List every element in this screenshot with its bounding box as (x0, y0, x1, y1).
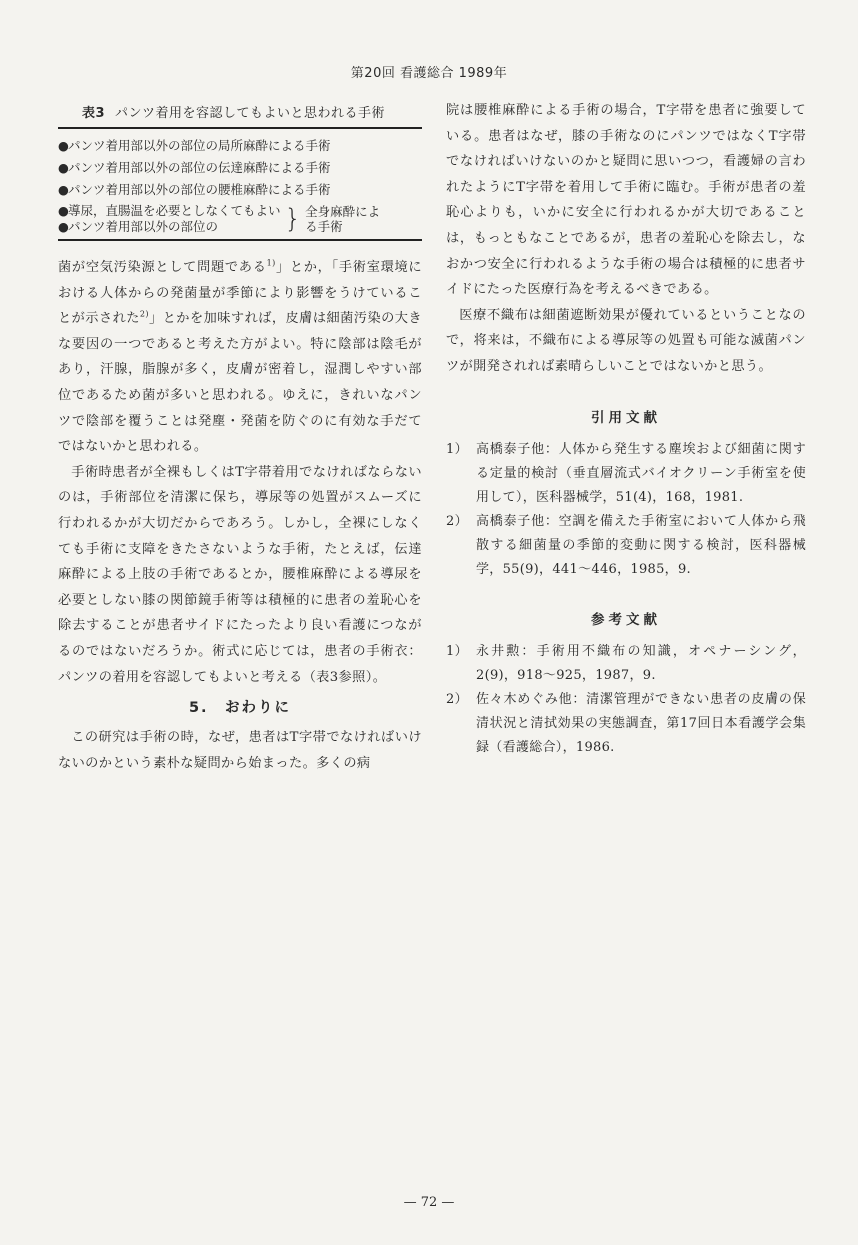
table-row-group: ●導尿，直腸温を必要としなくてもよい ●パンツ着用部以外の部位の } 全身麻酔によ る手術 (58, 203, 381, 234)
body-paragraph: 医療不織布は細菌遮断効果が優れているということなので，将来は，不織布による導尿等の処置も可能な滅菌パンツが開発されれば素晴らしいことではないかと思う。 (446, 307, 806, 374)
body-paragraph: 菌が空気汚染源として問題である$^{1)}$」とか，「手術室環境における人体からの発菌量が季節により影響をうけていることが示された$^{2)}$」とかを加味すれば，皮膚は細菌汚染の大きな要因の一つであると考えた方がよい。特に陰部は陰毛があり，汗腺，脂腺が多く，皮膚が密着し，湿潤しやすい部位であるため菌が多いと思われる。ゆえに，きれいなパンツで陰部を覆うことは発塵・発菌を防ぐのに有効な手だてではないかと思われる。 (58, 258, 422, 455)
table-3 (58, 127, 422, 241)
table-row: ●パンツ着用部以外の部位の伝達麻酔による手術 (58, 157, 422, 179)
references-heading: 引用文献 (591, 409, 661, 426)
bullet-icon: ● (58, 160, 69, 175)
reference-item: 2） 高橋泰子他：空調を備えた手術室において人体から飛散する細菌量の季節的変動に関する検討，医科器械学，55(9)，441〜446，1985，9. (446, 513, 806, 577)
bullet-icon: ● (58, 219, 69, 234)
bullet-icon: ● (58, 203, 69, 218)
bibliography-item: 2） 佐々木めぐみ他：清潔管理ができない患者の皮膚の保清状況と清拭効果の実態調査，第17回日本看護学会集録（看護総合），1986. (446, 691, 806, 755)
page-number: — 72 — (403, 1195, 455, 1210)
section-heading: 5. おわりに (188, 700, 292, 717)
page-header: 第20回 看護総合 1989年 (350, 66, 508, 81)
bullet-icon: ● (58, 138, 69, 153)
bullet-icon: ● (58, 182, 69, 197)
table-title: パンツ着用を容認してもよいと思われる手術 (115, 106, 386, 121)
brace-icon: } (284, 204, 302, 234)
table-number: 表3 (82, 106, 106, 121)
reference-item: 1） 高橋泰子他：人体から発生する塵埃および細菌に関する定量的検討（垂直層流式バイオクリーン手術室を使用して），医科器械学，51(4)，168，1981. (446, 441, 806, 505)
body-paragraph: この研究は手術の時，なぜ，患者はT字帯でなければいけないのかという素朴な疑問から始まった。多くの病 (58, 730, 422, 771)
table-caption (58, 98, 422, 127)
body-paragraph: 院は腰椎麻酔による手術の場合，T字帯を患者に強要している。患者はなぜ，膝の手術なのにパンツではなくT字帯でなければいけないのかと疑問に思いつつ，看護婦の言われたようにT字帯を着用して手術に臨む。手術が患者の羞恥心よりも，いかに安全に行われるかが大切であることは，もっともなことであるが，患者の羞恥心を除去し，なおかつ安全に行われるような手術の場合は積極的に患者サイドにたった医療行為を考えるべきである。 (446, 103, 806, 298)
left-column (58, 98, 422, 776)
body-paragraph: 手術時患者が全裸もしくはT字帯着用でなければならないのは，手術部位を清潔に保ち，導尿等の処置がスムーズに行われるかが大切だからであろう。しかし，全裸にしなくても手術に支障をきたさないような手術，たとえば，伝達麻酔による上肢の手術であるとか，腰椎麻酔による導尿を必要としない膝の関節鏡手術等は積極的に患者の羞恥心を除去することが患者サイドにたったより良い看護につながるのではないだろうか。術式に応じては，患者の手術衣：パンツの着用を容認してもよいと考える（表3参照）。 (58, 464, 422, 685)
table-row: ●パンツ着用部以外の部位の腰椎麻酔による手術 (58, 179, 422, 201)
bibliography-heading: 参考文献 (591, 611, 661, 628)
right-column (446, 98, 806, 760)
table-row: ●パンツ着用部以外の部位の局所麻酔による手術 (58, 135, 422, 157)
bibliography-item: 1） 永井勲：手術用不織布の知識，オペナーシング，2(9)，918〜925，1987，9. (446, 643, 806, 683)
